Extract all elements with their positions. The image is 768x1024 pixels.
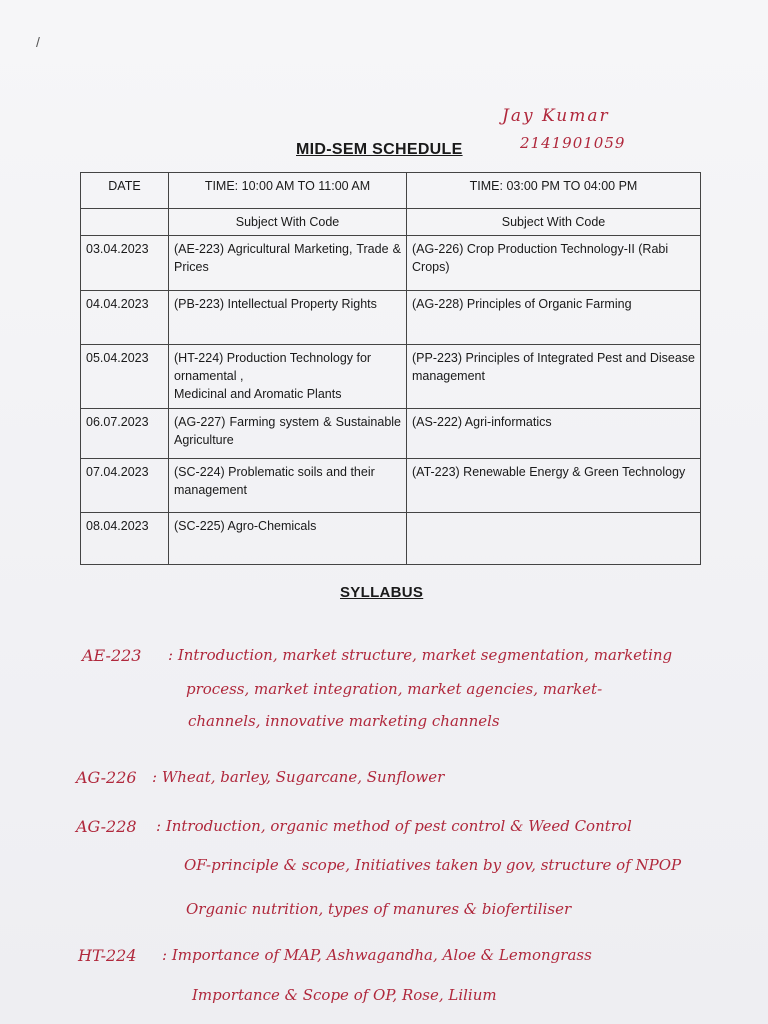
morning-time-header: TIME: 10:00 AM TO 11:00 AM: [169, 173, 407, 209]
afternoon-subject: [407, 236, 701, 291]
subject-text: (AE-223) Agricultural Marketing, Trade & Prices: [174, 242, 401, 275]
subject-text: (AG-228) Principles of Organic Farming: [412, 297, 632, 312]
subject-text: (AT-223) Renewable Energy & Green Technology: [412, 464, 686, 479]
exam-date: 07.04.2023: [81, 458, 169, 512]
syllabus-title: SYLLABUS: [340, 584, 424, 601]
table-row: [81, 291, 701, 345]
morning-subject-header: Subject With Code: [169, 209, 407, 236]
syllabus-line: Organic nutrition, types of manures & biofertiliser: [186, 900, 572, 918]
subject-text: (AG-226) Crop Production Technology-II (Rabi Crops): [412, 242, 669, 275]
morning-subject: [169, 236, 407, 291]
date-header: DATE: [81, 173, 169, 209]
syllabus-line: : Introduction, organic method of pest control & Weed Control: [156, 817, 632, 835]
syllabus-line: : Introduction, market structure, market segmentation, marketing: [168, 646, 673, 664]
morning-subject: [169, 345, 407, 408]
syllabus-code: HT-224: [78, 946, 137, 965]
syllabus-code: AE-223: [82, 646, 142, 665]
syllabus-code: AG-226: [76, 768, 137, 787]
page-title: MID-SEM SCHEDULE: [296, 141, 463, 158]
syllabus-line: OF-principle & scope, Initiatives taken by gov, structure of NPOP: [184, 856, 682, 874]
table-row: [81, 512, 701, 564]
afternoon-subject: [407, 291, 701, 345]
subject-text: (AG-227) Farming system & Sustainable Agriculture: [174, 414, 401, 447]
empty-cell: [81, 209, 169, 236]
syllabus-line: : Wheat, barley, Sugarcane, Sunflower: [152, 768, 445, 786]
exam-date: 03.04.2023: [81, 236, 169, 291]
morning-subject: [169, 512, 407, 564]
afternoon-subject-header: Subject With Code: [407, 209, 701, 236]
table-header-row: [81, 173, 701, 209]
morning-subject: [169, 458, 407, 512]
table-row: [81, 458, 701, 512]
morning-subject: [169, 291, 407, 345]
morning-subject: [169, 408, 407, 458]
syllabus-line: Importance & Scope of OP, Rose, Lilium: [192, 986, 497, 1004]
subject-text: (SC-224) Problematic soils and their management: [174, 464, 375, 497]
subject-text: (HT-224) Production Technology for ornamental ,: [174, 351, 372, 384]
afternoon-subject: [407, 512, 701, 564]
signature-roll-number: 2141901059: [520, 134, 626, 152]
subject-text: (AS-222) Agri-informatics: [412, 414, 552, 429]
exam-date: 05.04.2023: [81, 345, 169, 408]
subject-text: (PB-223) Intellectual Property Rights: [174, 297, 377, 312]
exam-date: 04.04.2023: [81, 291, 169, 345]
signature-name: Jay Kumar: [502, 106, 610, 126]
syllabus-line: channels, innovative marketing channels: [188, 712, 500, 730]
afternoon-time-header: TIME: 03:00 PM TO 04:00 PM: [407, 173, 701, 209]
table-row: [81, 408, 701, 458]
subject-text: (PP-223) Principles of Integrated Pest and Disease management: [412, 351, 695, 384]
table-subheader-row: [81, 209, 701, 236]
table-row: [81, 236, 701, 291]
exam-date: 06.07.2023: [81, 408, 169, 458]
afternoon-subject: [407, 458, 701, 512]
subject-text: Medicinal and Aromatic Plants: [174, 387, 342, 402]
schedule-table: [80, 172, 701, 565]
afternoon-subject: [407, 345, 701, 408]
syllabus-line: : Importance of MAP, Ashwagandha, Aloe & Lemongrass: [162, 946, 592, 964]
exam-date: 08.04.2023: [81, 512, 169, 564]
table-row: [81, 345, 701, 408]
pen-mark: /: [36, 34, 40, 50]
syllabus-line: process, market integration, market agencies, market-: [186, 680, 603, 698]
syllabus-code: AG-228: [76, 817, 137, 836]
afternoon-subject: [407, 408, 701, 458]
subject-text: (SC-225) Agro-Chemicals: [174, 518, 317, 533]
